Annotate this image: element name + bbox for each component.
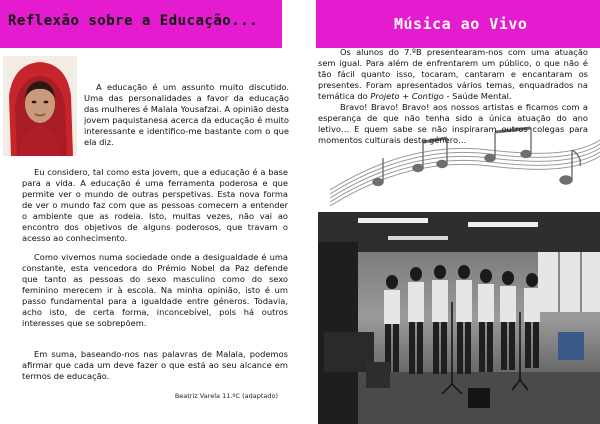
project-name: Projeto + Contigo [370, 91, 444, 101]
music-article-text [318, 47, 588, 146]
intro-paragraph: A educação é um assunto muito discutido. Uma das personalidades a favor da educação das mulheres é Malala Yousafzai. A opinião desta jovem paquistanesa acerca da educação é muito interessante e identifico-me bastante com o que ela diz. [84, 82, 289, 147]
paragraph-conclusion: Em suma, baseando-nos nas palavras de Malala, podemos afirmar que cada um deve fazer o que está ao seu alcance em termos de educação. [22, 349, 288, 381]
right-title-banner [316, 0, 600, 48]
malala-photo [3, 56, 77, 156]
paragraph-inequality: Como vivemos numa sociedade onde a desigualdade é uma constante, esta vencedora do Prémio Nobel da Paz defende que tanto as pessoas do sexo masculino como do sexo feminino merecem ir à escola. Na minha opinião, isto é um passo fundamental para a igualdade entre géneros. Todavia, acho isto, de certa forma, inconcebível, pois há outros interesses que se sobrepõem. [22, 252, 288, 328]
music-paragraph-1: Os alunos do 7.ºB presentearam-nos com uma atuação sem igual. Para além de enfrentarem um público, o que não é tão fácil quanto isso, tocaram, cantaram e encantaram os presentes. Foram apresentados vários temas, enquadrados na temática do Projeto + Contigo - Saúde Mental. [318, 47, 588, 101]
music-paragraph-2: Bravo! Bravo! Bravo! aos nossos artistas e ficamos com a esperança de que não tenha sido a única atuação do ano letivo… E quem sabe se não inspiraram outros colegas para momentos culturais deste género… [318, 102, 588, 145]
right-page-title: Música ao Vivo [394, 15, 528, 33]
concert-photo [318, 212, 600, 424]
author-credit: Beatriz Varela 11.ºC (adaptado) [174, 392, 278, 400]
left-title-banner [0, 0, 282, 48]
left-page-title: Reflexão sobre a Educação... [8, 13, 259, 29]
paragraph-education-base: Eu considero, tal como esta jovem, que a educação é a base para a vida. A educação é uma ferramenta poderosa e que permite ver o mundo de outras perspetivas. Esta nova forma de ver o mundo faz com que as pessoas comecem a entender o ambiente que as rodeia. Isto, muitas vezes, não vai ao encontro dos objetivos de alguns poderosos, que travam o acesso ao conhecimento. [22, 167, 288, 243]
